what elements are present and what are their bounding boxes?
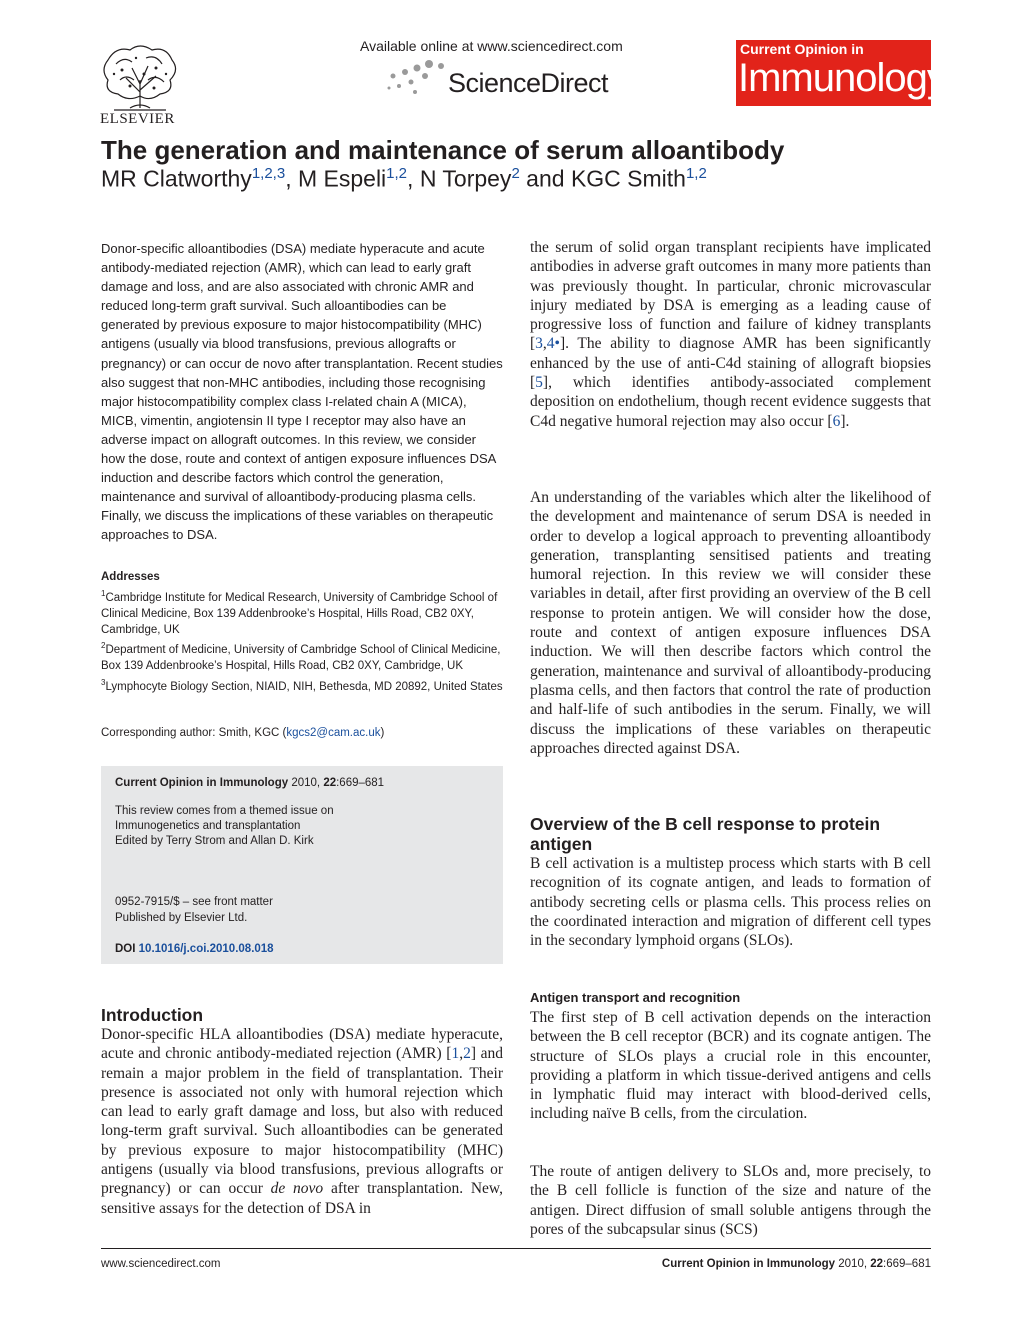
publisher-line: Published by Elsevier Ltd. [115, 912, 248, 924]
introduction-heading: Introduction [101, 1005, 204, 1025]
doi-link[interactable]: 10.1016/j.coi.2010.08.018 [138, 943, 274, 955]
addresses [101, 570, 503, 696]
editors-line: Edited by Terry Strom and Allan D. Kirk [115, 835, 314, 847]
author-affiliation[interactable]: 1,2 [386, 165, 408, 182]
address-item: $^2$Department of Medicine, University of Cambridge School of Clinical Medicine, Box 139 Addenbrooke’s Hospital, Hills Road, CB2 0XY, Cambridge, UK [101, 641, 501, 673]
address-item: $^3$Lymphocyte Biology Section, NIAID, NIH, Bethesda, MD 20892, United States [101, 678, 503, 693]
citation-line: Current Opinion in Immunology 2010, 22:669–681 [115, 777, 385, 789]
body-paragraph: B cell activation is a multistep process which starts with B cell recognition of its cognate antigen, and leads to formation of antibody secreting cells or plasma cells. This process relies on the coordinated interaction and migration of different cell types in the secondary lymphoid organs (SLOs). [530, 855, 931, 950]
article-info-box [101, 766, 503, 964]
issn-line: 0952-7915/$ – see front matter [115, 896, 273, 908]
section-heading: Overview of the B cell response to protein antigen [530, 814, 881, 854]
body-paragraph: the serum of solid organ transplant recipients have implicated antibodies in adverse graft outcomes in many more patients than was previously thought. In particular, chronic microvascular injury mediated by DSA is emerging as a leading cause of progressive loss of function and failure of kidney transplants [3,4•]. The ability to diagnose AMR has been significantly enhanced by the use of anti-C4d staining of allograft biopsies [5], which identifies antibody-associated complement deposition on endothelium, though recent evidence suggests that C4d negative humoral rejection may also occur [6]. [530, 239, 931, 430]
journal-badge [736, 40, 946, 106]
citation-ref[interactable]: 6 [832, 412, 841, 430]
publisher-name: ELSEVIER [100, 111, 175, 127]
addresses-heading: Addresses [101, 571, 160, 583]
introduction-paragraph: Donor-specific HLA alloantibodies (DSA) mediate hyperacute, acute and chronic antibody-mediated rejection (AMR) [1,2] and remain a major problem in the field of transplantation. Their presence is associated not only with humoral rejection which can lead to early graft damage and loss, but also with reduced long-term graft survival. Such alloantibodies can be generated by previous exposure to major histocompatibility (MHC) antigens (usually via blood transfusions, previous allografts or pregnancy) or can occur de novo after transplantation. New, sensitive assays for the detection of DSA in [101, 1026, 503, 1217]
author-name: KGC Smith [570, 165, 686, 192]
corresponding-author: Corresponding author: Smith, KGC (kgcs2@cam.ac.uk) [101, 727, 385, 739]
footer-url[interactable]: www.sciencedirect.com [101, 1258, 221, 1270]
themed-issue-line: This review comes from a themed issue on [115, 805, 334, 817]
citation-ref[interactable]: 5 [535, 374, 543, 392]
sciencedirect-dots-logo [385, 58, 447, 98]
citation-ref[interactable]: 3 [535, 335, 543, 353]
body-paragraph: An understanding of the variables which alter the likelihood of the development and maintenance of serum DSA is needed in order to develop a logical approach to preventing alloantibody generation, transplanting sensitised patients and treating humoral rejection. In this review we will consider these variables in detail, after first providing an overview of the B cell response to protein antigen. We will consider how the dose, route and context of antigen exposure influences DSA induction. We will then describe factors which control the generation, maintenance and survival of alloantibody-producing plasma cells, and then factors that control the rate of production and half-life of such antibodies in the serum. Finally, we will discuss the implications of these variables on therapeutic approaches directed against DSA. [530, 489, 931, 757]
author-separator: , [407, 165, 420, 192]
article-title: The generation and maintenance of serum alloantibody [101, 135, 785, 165]
address-item: $^1$Cambridge Institute for Medical Research, University of Cambridge School of Clinical Medicine, Box 139 Addenbrooke’s Hospital, Hills Road, CB2 0XY, Cambridge, UK [101, 588, 498, 636]
author-affiliation[interactable]: 1,2,3 [251, 165, 286, 182]
themed-issue-topic: Immunogenetics and transplantation [115, 820, 301, 832]
corresponding-email-link[interactable]: kgcs2@cam.ac.uk [286, 727, 381, 739]
citation-ref[interactable]: 4• [546, 335, 560, 353]
abstract: Donor-specific alloantibodies (DSA) mediate hyperacute and acute antibody-mediated rejection (AMR), which can lead to early graft damage and loss, and are also associated with chronic AMR and reduced long-term graft survival. Such alloantibodies can be generated by previous exposure to major histocompatibility (MHC) antigens (usually via blood transfusions, previous allografts or pregnancy) or can occur de novo after transplantation. Recent studies also suggest that non-MHC antibodies, including those recognising major histocompatibility complex class I-related chain A (MICA), MICB, vimentin, angiotensin II type I receptor may also have an adverse impact on allograft outcomes. In this review, we consider how the dose, route and context of antigen exposure influences DSA induction and describe factors which control the generation, maintenance and survival of alloantibody-producing plasma cells. Finally, we discuss the implications of these variables on therapeutic approaches to DSA. [101, 241, 503, 543]
body-paragraph: The first step of B cell activation depends on the interaction between the B cell receptor (BCR) and its cognate antigen. The structure of SLOs plays a crucial role in this encounter, providing a platform in which tissue-derived antigens and cells in lymphatic fluid may interact with blood-derived cells, including naïve B cells, from the circulation. [530, 1009, 931, 1123]
footer-citation: Current Opinion in Immunology 2010, 22:669–681 [661, 1258, 931, 1270]
author-affiliation[interactable]: 2 [511, 165, 520, 182]
body-paragraph: The route of antigen delivery to SLOs and, more precisely, to the B cell follicle is function of the size and nature of the antigen. Direct diffusion of small soluble antigens through the pores of the subcapsular sinus (SCS) [530, 1163, 931, 1238]
journal-badge-top: Current Opinion in [740, 41, 864, 57]
available-online-text[interactable]: Available online at www.sciencedirect.com [360, 38, 623, 54]
author-name: N Torpey [419, 165, 512, 192]
author-name: MR Clatworthy [101, 165, 252, 192]
author-list [101, 165, 707, 193]
author-name: M Espeli [297, 165, 387, 192]
author-separator: and [519, 165, 571, 192]
introduction-section [101, 1005, 503, 1218]
author-separator: , [285, 165, 298, 192]
footer-divider [101, 1248, 931, 1249]
journal-badge-bottom: Immunology [738, 56, 946, 100]
citation-ref[interactable]: 2 [463, 1045, 471, 1063]
author-affiliation[interactable]: 1,2 [685, 165, 707, 182]
citation-ref[interactable]: 1 [451, 1045, 460, 1063]
subsection-heading: Antigen transport and recognition [530, 990, 741, 1005]
doi-line: DOI 10.1016/j.coi.2010.08.018 [115, 943, 274, 955]
sciencedirect-wordmark: ScienceDirect [448, 68, 609, 98]
